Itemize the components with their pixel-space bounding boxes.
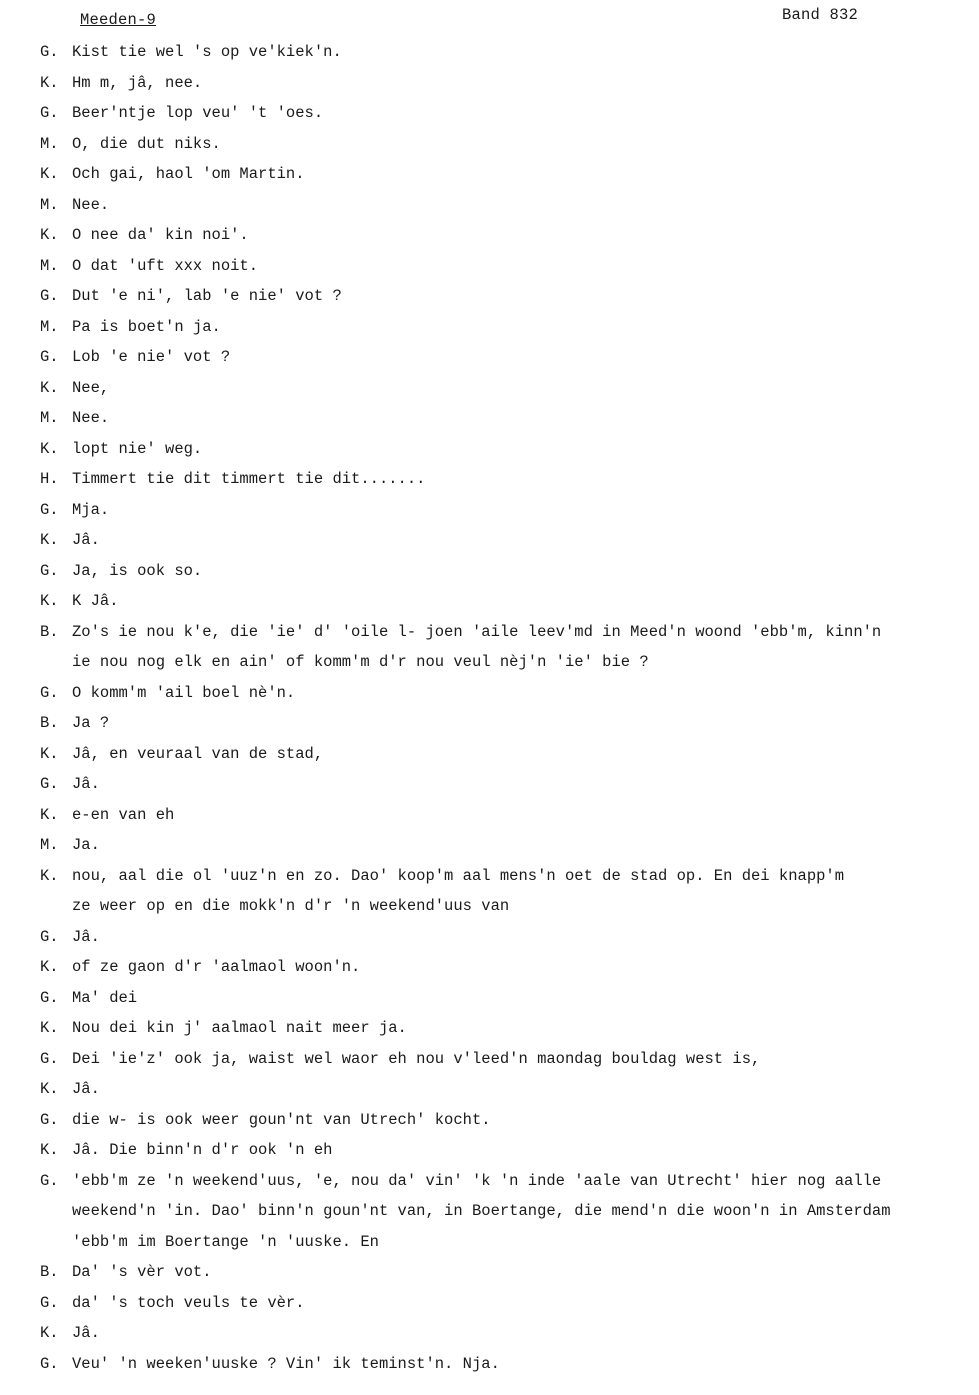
utterance-text: ie nou nog elk en ain' of komm'm d'r nou veul nèj'n 'ie' bie ?: [72, 653, 649, 671]
utterance-text: Da' 's vèr vot.: [72, 1263, 212, 1281]
utterance-text: of ze gaon d'r 'aalmaol woon'n.: [72, 958, 361, 976]
speaker-label: G.: [40, 683, 59, 702]
utterance-text: Nee.: [72, 195, 110, 214]
tape-number: Band 832: [782, 6, 859, 24]
document-title: Meeden-9: [80, 11, 157, 29]
utterance-text: Jâ.: [72, 927, 100, 946]
utterance-text: e-en van eh: [72, 805, 175, 824]
utterance-text: Timmert tie dit timmert tie dit.......: [72, 470, 426, 488]
utterance-text: Ja ?: [72, 714, 110, 732]
utterance-text: Veu' 'n weeken'uuske ? Vin' ik teminst'n. Nja.: [72, 1354, 500, 1373]
utterance-text: Nou dei kin j' aalmaol nait meer ja.: [72, 1019, 407, 1037]
utterance-text: Nee,: [72, 378, 110, 397]
speaker-label: M.: [40, 409, 59, 427]
speaker-label: M.: [40, 836, 59, 854]
utterance-text: Zo's ie nou k'e, die 'ie' d' 'oile l- joen 'aile leev'md in Meed'n woond 'ebb'm, kinn'n: [72, 622, 882, 641]
speaker-label: K.: [40, 378, 59, 397]
speaker-label: K.: [40, 73, 59, 92]
utterance-text: ze weer op en die mokk'n d'r 'n weekend'uus van: [72, 897, 510, 915]
utterance-text: Dut 'e ni', lab 'e nie' vot ?: [72, 287, 342, 305]
utterance-text: Jâ.: [72, 531, 100, 549]
speaker-label: G.: [40, 1110, 59, 1129]
speaker-label: K.: [40, 1019, 59, 1037]
utterance-text: die w- is ook weer goun'nt van Utrech' kocht.: [72, 1110, 491, 1129]
speaker-label: G.: [40, 927, 59, 946]
speaker-label: M.: [40, 256, 59, 275]
speaker-label: K.: [40, 531, 59, 549]
speaker-label: G.: [40, 43, 59, 61]
speaker-label: G.: [40, 104, 59, 122]
utterance-text: O komm'm 'ail boel nè'n.: [72, 683, 296, 702]
speaker-label: K.: [40, 958, 59, 976]
utterance-text: Hm m, jâ, nee.: [72, 73, 203, 92]
speaker-label: K.: [40, 1324, 59, 1342]
utterance-text: Jâ.: [72, 1324, 100, 1342]
utterance-text: lopt nie' weg.: [72, 439, 203, 458]
speaker-label: H.: [40, 470, 59, 488]
speaker-label: G.: [40, 1171, 59, 1190]
speaker-label: K.: [40, 866, 59, 885]
utterance-text: Jâ.: [72, 1080, 100, 1098]
utterance-text: K Jâ.: [72, 592, 119, 610]
utterance-text: O nee da' kin noi'.: [72, 226, 249, 244]
utterance-text: Och gai, haol 'om Martin.: [72, 165, 305, 183]
utterance-text: nou, aal die ol 'uuz'n en zo. Dao' koop'm aal mens'n oet de stad op. En dei knapp'm: [72, 866, 845, 885]
speaker-label: G.: [40, 1049, 59, 1068]
speaker-label: G.: [40, 500, 59, 519]
speaker-label: K.: [40, 805, 59, 824]
speaker-label: K.: [40, 592, 59, 610]
utterance-text: Jâ, en veuraal van de stad,: [72, 744, 324, 763]
speaker-label: K.: [40, 165, 59, 183]
utterance-text: Dei 'ie'z' ook ja, waist wel waor eh nou v'leed'n maondag bouldag west is,: [72, 1049, 761, 1068]
speaker-label: G.: [40, 561, 59, 580]
utterance-text: Pa is boet'n ja.: [72, 317, 221, 336]
speaker-label: K.: [40, 226, 59, 244]
speaker-label: M.: [40, 317, 59, 336]
speaker-label: M.: [40, 195, 59, 214]
speaker-label: K.: [40, 1141, 59, 1159]
speaker-label: G.: [40, 1293, 59, 1312]
speaker-label: B.: [40, 714, 59, 732]
utterance-text: O dat 'uft xxx noit.: [72, 256, 259, 275]
speaker-label: K.: [40, 1080, 59, 1098]
utterance-text: Ja.: [72, 836, 100, 854]
speaker-label: G.: [40, 775, 59, 793]
utterance-text: O, die dut niks.: [72, 134, 221, 153]
utterance-text: Kist tie wel 's op ve'kiek'n.: [72, 43, 342, 61]
utterance-text: 'ebb'm im Boertange 'n 'uuske. En: [72, 1232, 379, 1251]
speaker-label: G.: [40, 287, 59, 305]
speaker-label: G.: [40, 988, 59, 1007]
speaker-label: B.: [40, 1263, 59, 1281]
utterance-text: weekend'n 'in. Dao' binn'n goun'nt van, in Boertange, die mend'n die woon'n in Amsterdam: [72, 1202, 891, 1220]
utterance-text: Lob 'e nie' vot ?: [72, 348, 231, 366]
speaker-label: M.: [40, 134, 59, 153]
utterance-text: Jâ. Die binn'n d'r ook 'n eh: [72, 1141, 333, 1159]
speaker-label: B.: [40, 622, 59, 641]
utterance-text: Ja, is ook so.: [72, 561, 203, 580]
utterance-text: Beer'ntje lop veu' 't 'oes.: [72, 104, 324, 122]
utterance-text: Jâ.: [72, 775, 100, 793]
utterance-text: 'ebb'm ze 'n weekend'uus, 'e, nou da' vin' 'k 'n inde 'aale van Utrecht' hier nog aalle: [72, 1171, 882, 1190]
speaker-label: G.: [40, 1354, 59, 1373]
utterance-text: Mja.: [72, 500, 110, 519]
utterance-text: Nee.: [72, 409, 110, 427]
speaker-label: K.: [40, 744, 59, 763]
utterance-text: da' 's toch veuls te vèr.: [72, 1293, 305, 1312]
speaker-label: K.: [40, 439, 59, 458]
utterance-text: Ma' dei: [72, 988, 138, 1007]
speaker-label: G.: [40, 348, 59, 366]
